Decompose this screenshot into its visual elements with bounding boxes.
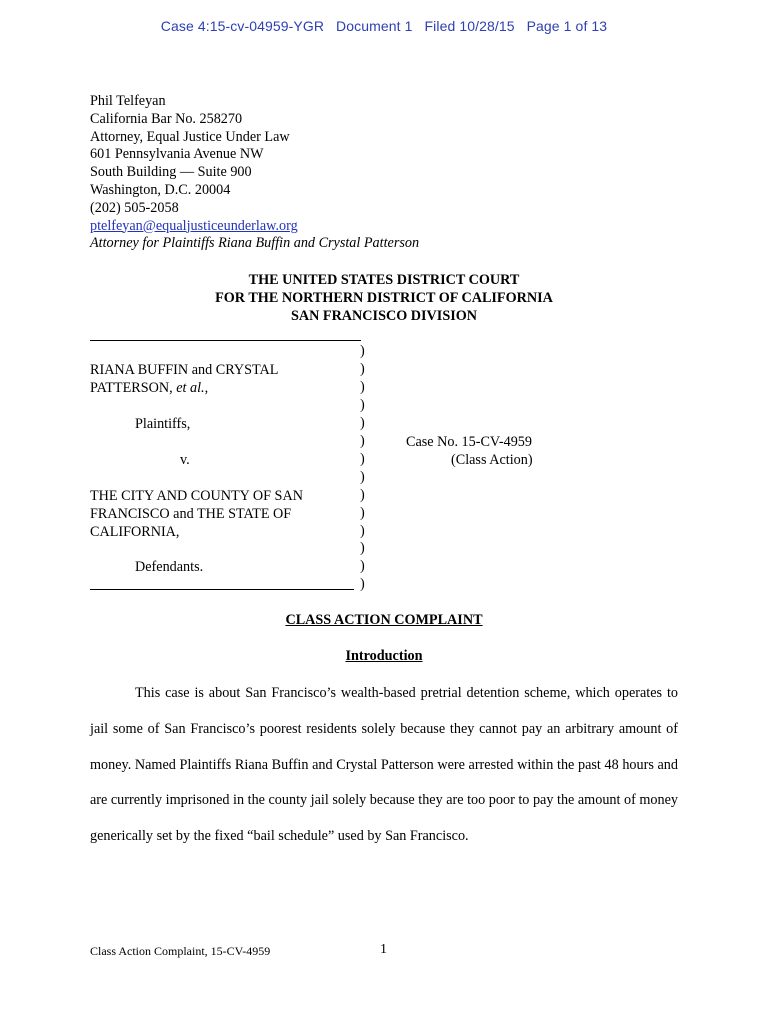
caption-paren: ) [360, 558, 365, 575]
case-caption [90, 340, 690, 595]
caption-paren: ) [360, 414, 365, 431]
caption-paren: ) [360, 450, 365, 467]
caption-parenthesis-column [360, 343, 365, 594]
document-title: CLASS ACTION COMPLAINT [285, 612, 483, 628]
plaintiffs-name-line2-text: PATTERSON, [90, 380, 177, 396]
caption-bottom-rule [90, 589, 354, 590]
defendants-label: Defendants. [135, 559, 204, 575]
caption-paren: ) [360, 576, 365, 593]
footer-document-label: Class Action Complaint, 15-CV-4959 [90, 944, 271, 958]
caption-paren: ) [360, 378, 365, 395]
footer-page-number: 1 [380, 942, 387, 957]
ecf-header-stamp: Case 4:15-cv-04959-YGR Document 1 Filed 10/28/15 Page 1 of 13 [160, 18, 608, 34]
plaintiffs-name-line1: RIANA BUFFIN and CRYSTAL [90, 362, 279, 378]
attorney-phone: (202) 505-2058 [90, 199, 179, 216]
attorney-name: Phil Telfeyan [90, 93, 166, 109]
caption-paren: ) [360, 468, 365, 485]
caption-paren: ) [360, 396, 365, 413]
caption-paren: ) [360, 432, 365, 449]
attorney-email-link[interactable]: ptelfeyan@equaljusticeunderlaw.org [90, 217, 298, 234]
attorney-bar-number: California Bar No. 258270 [90, 110, 243, 127]
case-type: (Class Action) [451, 452, 533, 468]
attorney-title: Attorney, Equal Justice Under Law [90, 128, 290, 145]
court-division: SAN FRANCISCO DIVISION [290, 308, 478, 324]
defendants-name-line2: FRANCISCO and THE STATE OF [90, 506, 292, 522]
caption-top-rule [90, 340, 361, 341]
defendants-name-line3: CALIFORNIA, [90, 524, 180, 540]
introduction-paragraph: This case is about San Francisco’s wealth-based pretrial detention scheme, which operates to jail some of San Francisco’s poorest residents solely because they cannot pay an arbitrary amount of money. Named Plaintiffs Riana Buffin and Crystal Patterson were arrested within the past 48 hours and are currently imprisoned in the county jail solely because they are too poor to pay the amount of money generically set by the fixed “bail schedule” used by San Francisco. [90, 685, 678, 845]
caption-paren: ) [360, 343, 365, 359]
plaintiffs-name-line2 [90, 379, 208, 397]
case-number: Case No. 15-CV-4959 [406, 434, 532, 450]
court-name-line2: FOR THE NORTHERN DISTRICT OF CALIFORNIA [215, 290, 553, 306]
caption-paren: ) [360, 360, 365, 377]
court-name-line1: THE UNITED STATES DISTRICT COURT [248, 272, 520, 288]
plaintiffs-label: Plaintiffs, [135, 416, 191, 432]
caption-paren: ) [360, 540, 365, 557]
versus-label: v. [180, 452, 190, 468]
attorney-block [90, 93, 419, 253]
attorney-for-line: Attorney for Plaintiffs Riana Buffin and Crystal Patterson [90, 235, 420, 252]
attorney-address-line2: South Building — Suite 900 [90, 164, 252, 181]
attorney-address-line1: 601 Pennsylvania Avenue NW [90, 146, 264, 163]
court-heading [0, 271, 768, 325]
defendants-name-line1: THE CITY AND COUNTY OF SAN [90, 488, 303, 504]
et-al-text: et al. [176, 380, 205, 396]
section-heading-introduction: Introduction [345, 648, 423, 664]
caption-paren: ) [360, 486, 365, 503]
plaintiffs-name-line2-comma: , [204, 380, 209, 396]
caption-paren: ) [360, 504, 365, 521]
attorney-city: Washington, D.C. 20004 [90, 181, 231, 198]
caption-paren: ) [360, 522, 365, 539]
